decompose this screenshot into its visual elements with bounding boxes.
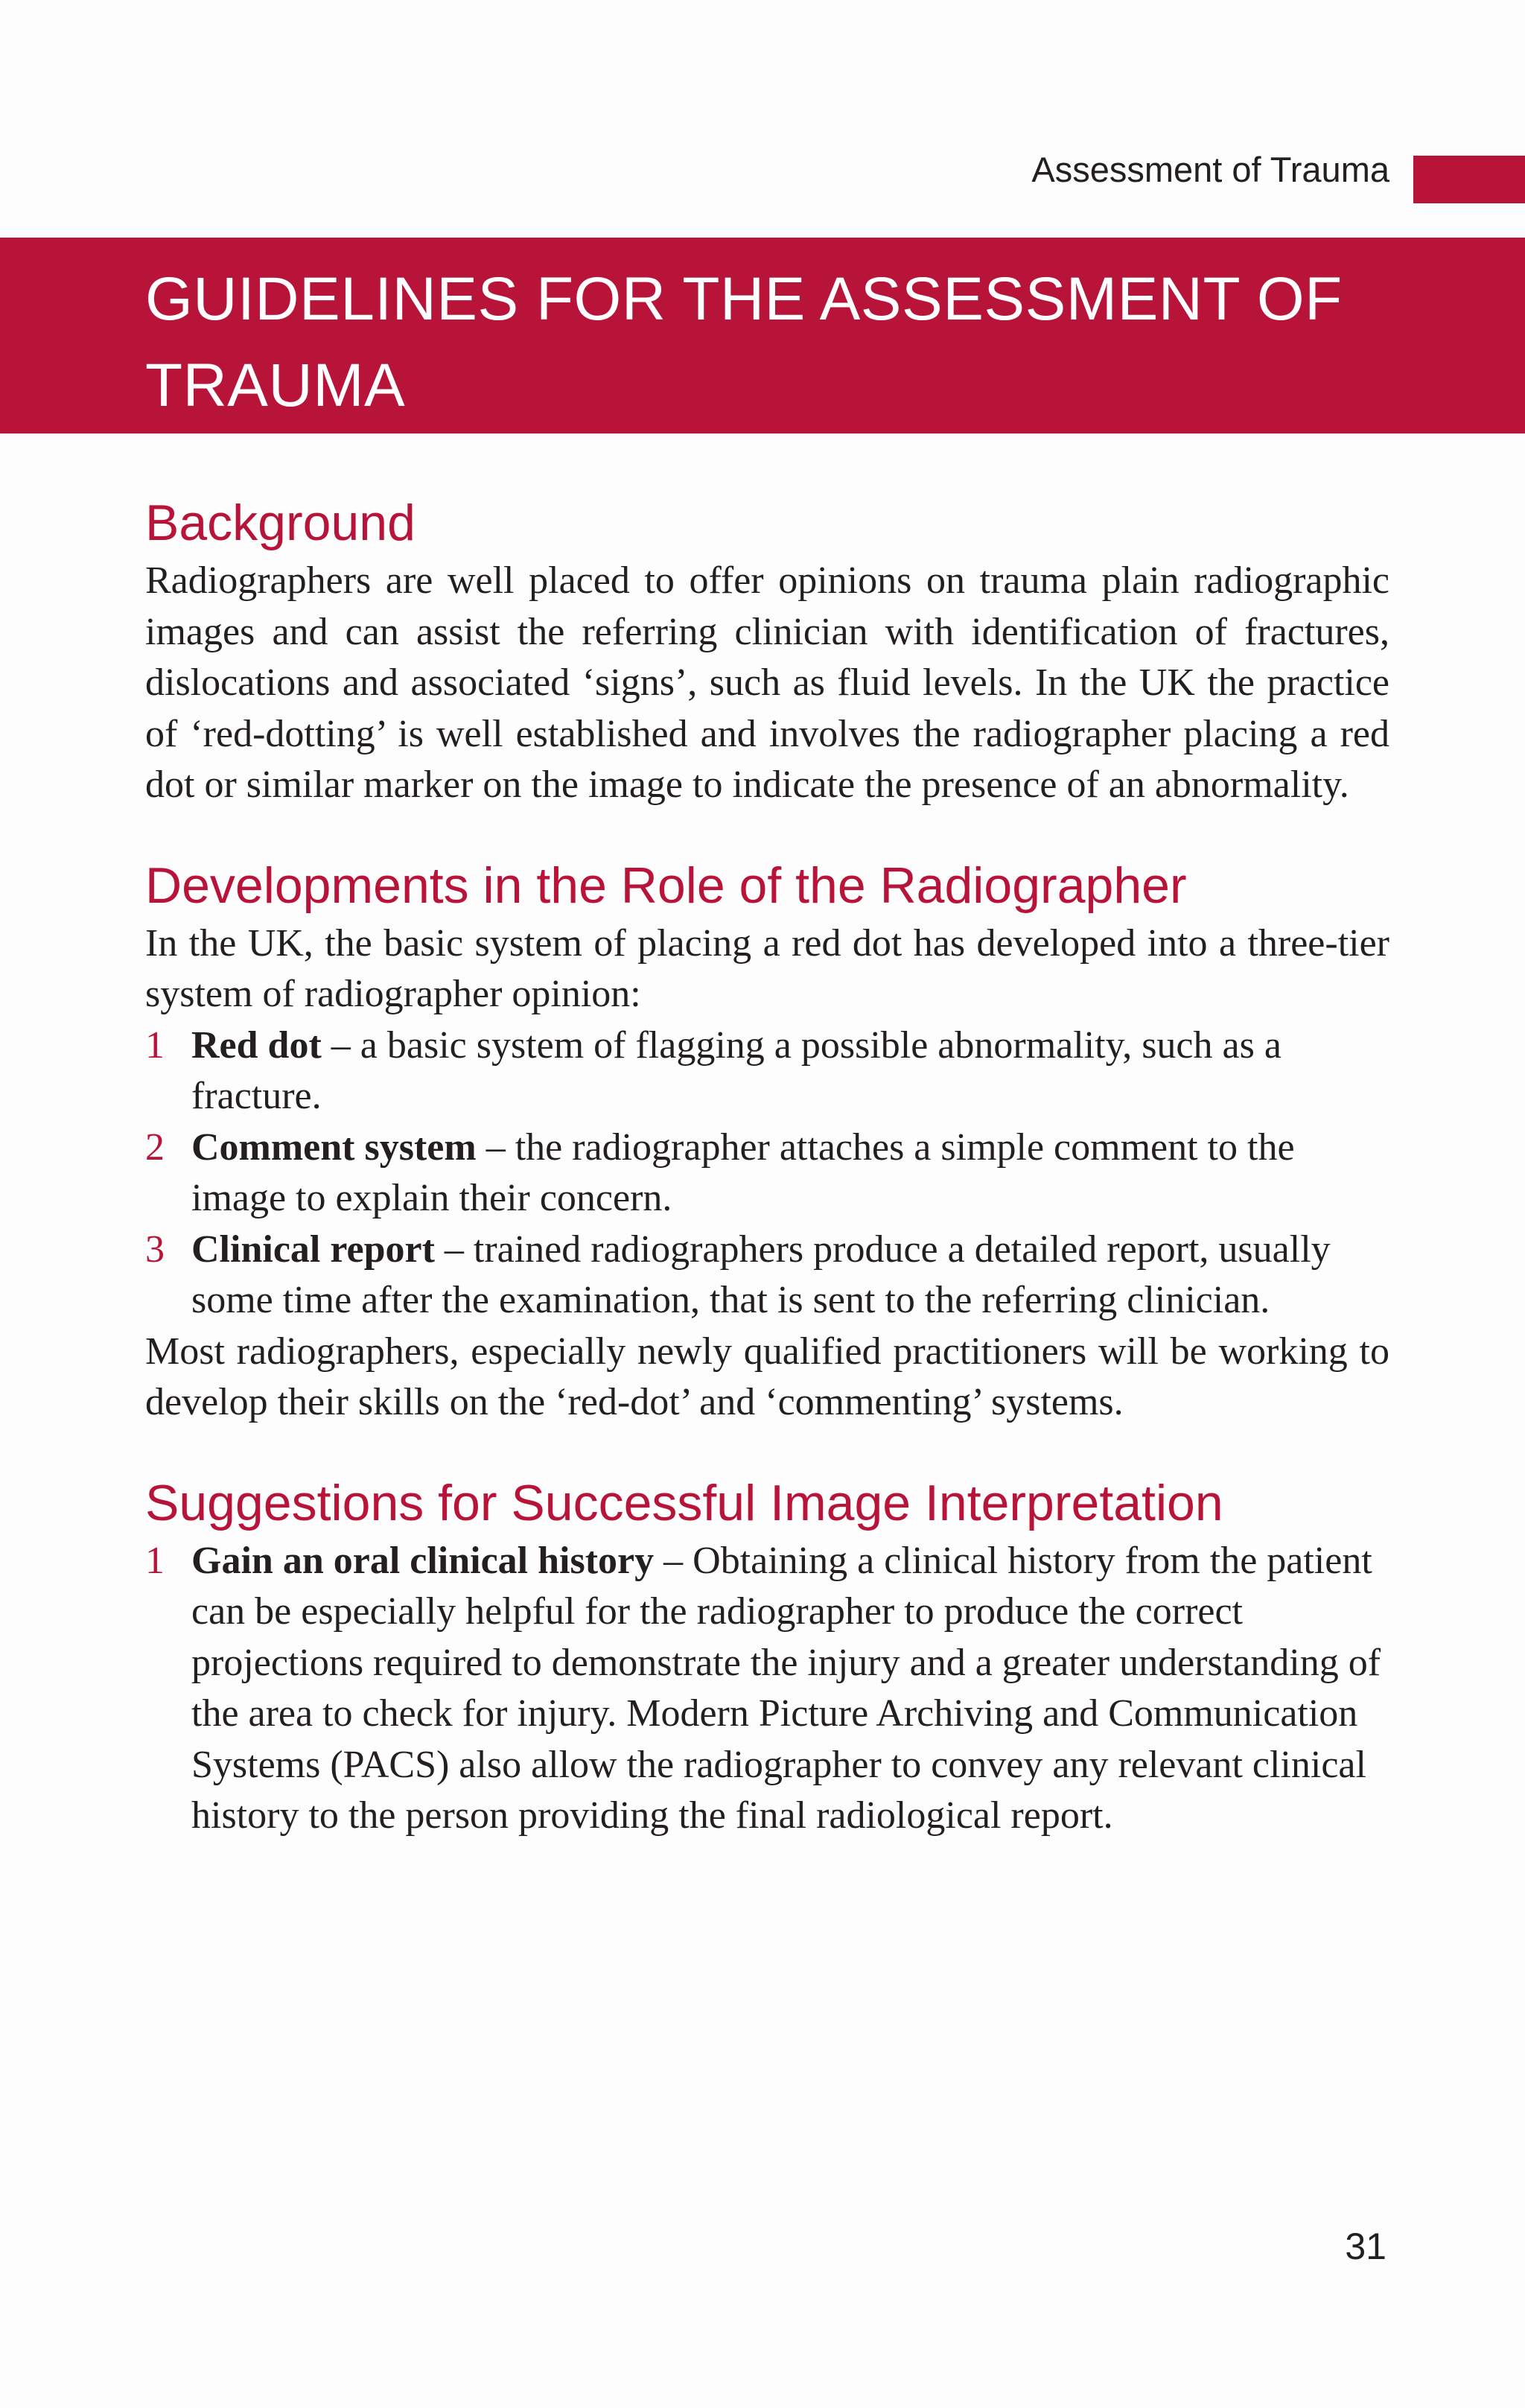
list-number: 1 [145,1023,165,1067]
list-text: – a basic system of flagging a possible abnormality, such as a fracture. [191,1023,1282,1117]
list-number: 3 [145,1227,165,1271]
list-text: – Obtaining a clinical history from the patient can be especially helpful for the radiographer to produce the correct projections required to demonstrate the injury and a greater understanding of the area to check for injury. Modern Picture Archiving and Communication Systems (PACS) also allow the radiographer to convey any relevant clinical history to the person providing the final radiological report. [191,1539,1381,1837]
background-paragraph: Radiographers are well placed to offer opinions on trauma plain radiographic images and can assist the referring clinician with identification of fractures, dislocations and associated ‘signs’, such as fluid levels. In the UK the practice of ‘red-dotting’ is well established and involves the radiographer placing a red dot or similar marker on the image to indicate the presence of an abnormality. [145,559,1389,806]
section-suggestions [145,1472,1389,1842]
list-term: Comment system [191,1125,477,1169]
list-term: Red dot [191,1023,322,1067]
list-item [145,1122,1389,1224]
running-head: Assessment of Trauma [1031,150,1389,189]
developments-intro: In the UK, the basic system of placing a red dot has developed into a three-tier system of radiographer opinion: [145,921,1389,1015]
developments-outro: Most radiographers, especially newly qualified practitioners will be working to develop their skills on the ‘red-dot’ and ‘commenting’ systems. [145,1330,1389,1423]
suggestions-list [145,1536,1389,1842]
list-number: 1 [145,1539,165,1582]
section-background [145,492,1389,811]
page-title: GUIDELINES FOR THE ASSESSMENT OF TRAUMA [145,265,1343,419]
section-heading-background: Background [145,495,416,551]
list-item [145,1020,1389,1122]
chapter-tab-marker [1413,156,1525,203]
list-text: – trained radiographers produce a detailed report, usually some time after the examination, that is sent to the referring clinician. [191,1227,1331,1321]
list-item [145,1224,1389,1327]
list-item [145,1536,1389,1842]
list-term: Gain an oral clinical history [191,1539,655,1582]
section-developments [145,854,1389,1429]
section-heading-suggestions: Suggestions for Successful Image Interpretation [145,1474,1223,1531]
section-heading-developments: Developments in the Role of the Radiographer [145,857,1187,914]
list-text: – the radiographer attaches a simple comment to the image to explain their concern. [191,1125,1295,1219]
main-content [145,492,1389,1885]
opinion-tier-list [145,1020,1389,1327]
page-number: 31 [1345,2226,1386,2267]
list-number: 2 [145,1125,165,1169]
list-term: Clinical report [191,1227,435,1271]
